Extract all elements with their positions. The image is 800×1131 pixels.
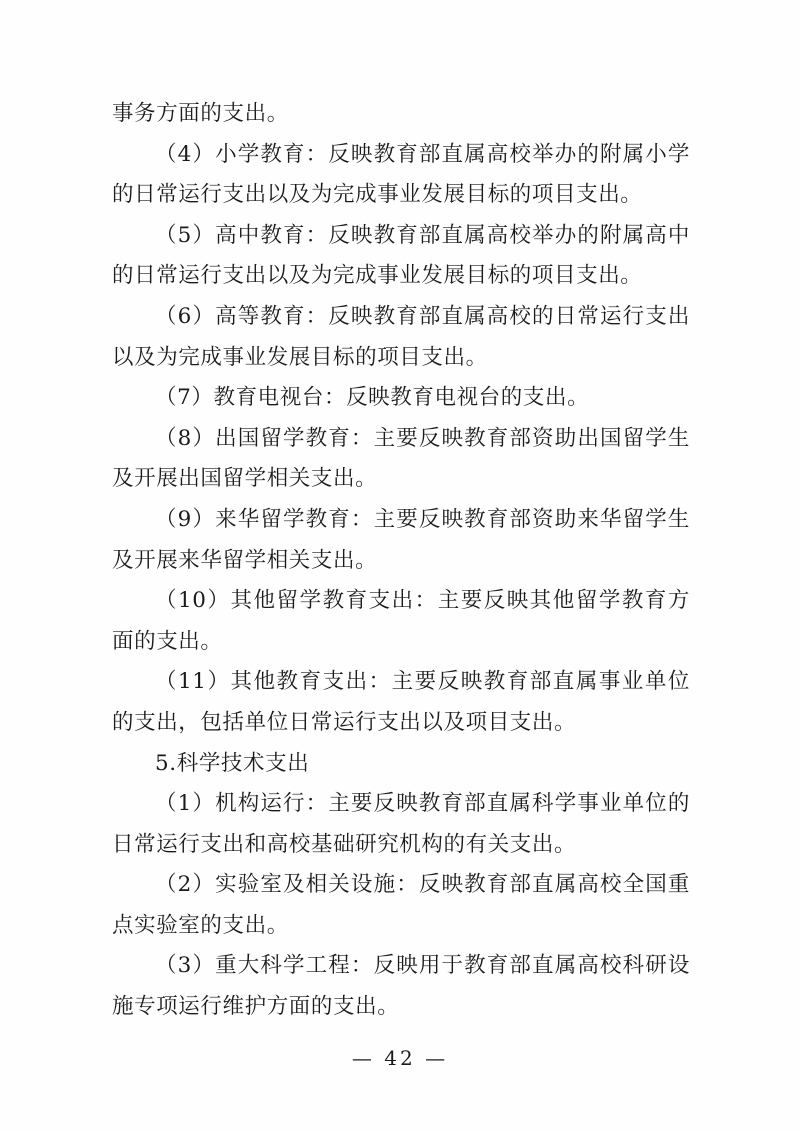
paragraph-sub-1: （1）机构运行：主要反映教育部直属科学事业单位的日常运行支出和高校基础研究机构的有关支出。	[112, 791, 690, 857]
paragraph-item-4: （4）小学教育：反映教育部直属高校举办的附属小学的日常运行支出以及为完成事业发展目标的项目支出。	[112, 141, 690, 208]
paragraph-item-7: （7）教育电视台：反映教育电视台的支出。	[155, 385, 590, 411]
paragraph-item-6: （6）高等教育：反映教育部直属高校的日常运行支出以及为完成事业发展目标的项目支出。	[112, 303, 690, 370]
paragraph-item-9: （9）来华留学教育：主要反映教育部资助来华留学生及开展来华留学相关支出。	[112, 506, 690, 573]
paragraph-sub-2: （2）实验室及相关设施：反映教育部直属高校全国重点实验室的支出。	[112, 872, 690, 938]
paragraph-item-11: （11）其他教育支出：主要反映教育部直属事业单位的支出，包括单位日常运行支出以及项目支出。	[112, 669, 690, 735]
paragraph-item-8: （8）出国留学教育：主要反映教育部资助出国留学生及开展出国留学相关支出。	[112, 425, 690, 492]
paragraph-item-5: （5）高中教育：反映教育部直属高校举办的附属高中的日常运行支出以及为完成事业发展目标的项目支出。	[112, 222, 690, 289]
paragraph-item-10: （10）其他留学教育支出：主要反映其他留学教育方面的支出。	[112, 588, 690, 654]
document-body	[112, 94, 690, 1028]
paragraph-section-5: 5.科学技术支出	[155, 750, 310, 776]
paragraph-sub-3: （3）重大科学工程：反映用于教育部直属高校科研设施专项运行维护方面的支出。	[112, 953, 690, 1020]
page-number-footer: — 42 —	[351, 1046, 449, 1070]
paragraph-continuation: 事务方面的支出。	[112, 101, 289, 126]
